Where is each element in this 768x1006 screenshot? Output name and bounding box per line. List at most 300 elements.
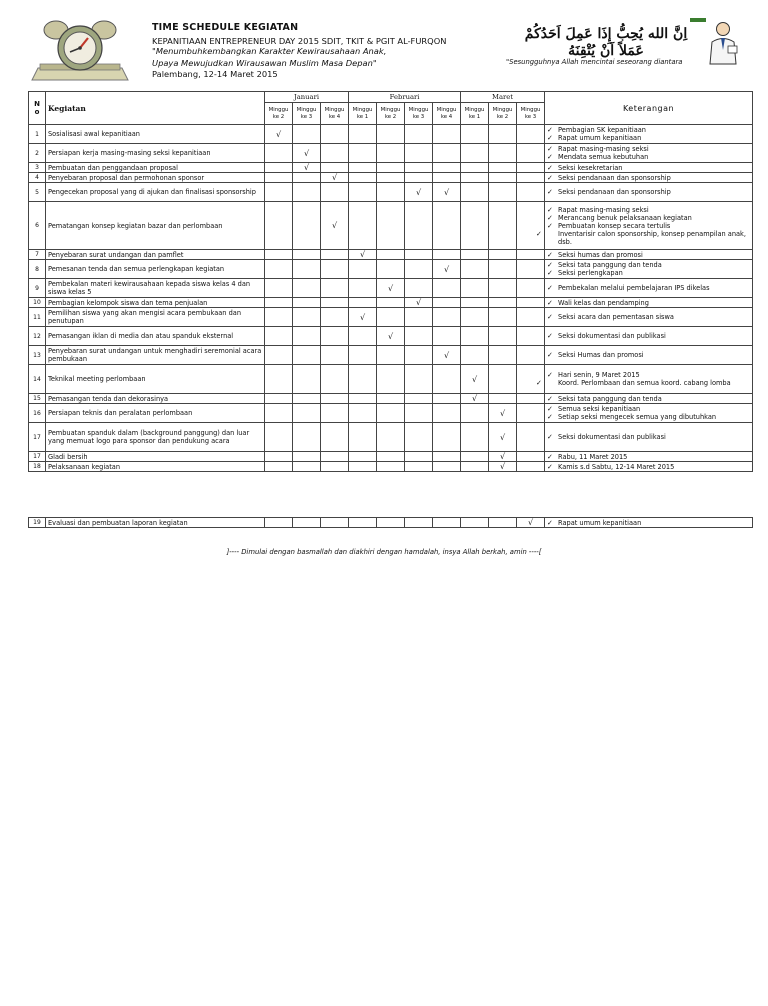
week-cell — [489, 250, 517, 260]
remark-item — [547, 269, 750, 277]
week-cell — [489, 518, 517, 528]
week-cell — [293, 279, 321, 298]
remark-text: Seksi pendanaan dan sponsorship — [558, 173, 671, 182]
remark-item — [547, 222, 750, 230]
activity-cell: Pemasangan tenda dan dekorasinya — [46, 394, 265, 404]
week-cell — [265, 394, 293, 404]
week-cell — [461, 308, 489, 327]
week-cell — [433, 144, 461, 163]
week-cell — [405, 394, 433, 404]
week-cell — [265, 173, 293, 183]
header-no: N o — [29, 92, 46, 125]
week-cell — [517, 260, 545, 279]
week-cell — [377, 423, 405, 452]
remarks-cell — [545, 298, 753, 308]
week-cell — [321, 260, 349, 279]
week-cell — [489, 462, 517, 472]
week-cell — [349, 452, 377, 462]
check-mark-icon: √ — [499, 452, 506, 461]
week-cell — [517, 452, 545, 462]
week-cell — [461, 423, 489, 452]
remark-text: Wali kelas dan pendamping — [558, 298, 649, 307]
remarks-cell — [545, 250, 753, 260]
remark-item — [547, 395, 750, 403]
remark-item — [547, 164, 750, 172]
remarks-cell — [545, 163, 753, 173]
week-header: Minggu ke 1 — [349, 103, 377, 125]
week-cell — [433, 279, 461, 298]
activity-cell: Penyebaran surat undangan dan pamflet — [46, 250, 265, 260]
table-row — [29, 279, 753, 298]
remark-text: Pembekalan melalui pembelajaran IPS dikelas — [558, 284, 710, 292]
week-cell — [433, 518, 461, 528]
checkbox-tick-icon: ✓ — [547, 371, 553, 379]
week-cell — [517, 125, 545, 144]
remark-text: Rapat masing-masing seksi — [558, 205, 649, 214]
week-cell — [377, 462, 405, 472]
checkbox-tick-icon: ✓ — [536, 379, 542, 387]
row-number: 12 — [29, 327, 46, 346]
remark-item — [547, 463, 750, 471]
checkbox-tick-icon: ✓ — [547, 269, 553, 277]
week-cell — [433, 298, 461, 308]
table-row — [29, 260, 753, 279]
week-cell — [405, 462, 433, 472]
remark-item — [547, 188, 750, 196]
activity-cell: Teknikal meeting perlombaan — [46, 365, 265, 394]
week-cell — [405, 260, 433, 279]
checkbox-tick-icon: ✓ — [547, 221, 553, 230]
week-cell — [489, 452, 517, 462]
checkbox-tick-icon: ✓ — [547, 188, 553, 196]
week-cell — [377, 298, 405, 308]
week-cell — [517, 250, 545, 260]
check-mark-icon: √ — [443, 187, 450, 197]
row-number: 2 — [29, 144, 46, 163]
remarks-cell — [545, 462, 753, 472]
week-cell — [321, 202, 349, 250]
checkbox-tick-icon: ✓ — [547, 413, 553, 421]
week-cell — [265, 308, 293, 327]
week-cell — [433, 250, 461, 260]
activity-cell: Pembagian kelompok siswa dan tema penjualan — [46, 298, 265, 308]
week-cell — [433, 202, 461, 250]
check-mark-icon: √ — [387, 283, 394, 293]
row-number: 13 — [29, 346, 46, 365]
check-mark-icon: √ — [499, 432, 506, 442]
check-mark-icon: √ — [331, 221, 338, 230]
week-header: Minggu ke 2 — [377, 103, 405, 125]
week-cell — [377, 260, 405, 279]
week-cell — [517, 423, 545, 452]
document-subtitle: KEPANITIAAN ENTREPRENEUR DAY 2015 SDIT, TKIT & PGIT AL-FURQON — [152, 36, 447, 46]
footer-note: ]---- Dimulai dengan basmallah dan diakhiri dengan hamdalah, insya Allah berkah, amin ----[ — [226, 548, 542, 556]
remark-item — [536, 229, 750, 246]
week-cell — [321, 279, 349, 298]
table-row — [29, 144, 753, 163]
activity-cell: Pematangan konsep kegiatan bazar dan perlombaan — [46, 202, 265, 250]
checkbox-tick-icon: ✓ — [547, 250, 553, 259]
remark-text: Kamis s.d Sabtu, 12-14 Maret 2015 — [558, 462, 675, 471]
week-cell — [377, 202, 405, 250]
week-cell — [265, 298, 293, 308]
week-cell — [293, 346, 321, 365]
week-cell — [405, 183, 433, 202]
week-cell — [377, 365, 405, 394]
checkbox-tick-icon: ✓ — [547, 205, 553, 214]
week-cell — [489, 394, 517, 404]
remark-text: Inventarisir calon sponsorship, konsep penampilan anak, dsb. — [558, 229, 746, 246]
remark-item — [547, 134, 750, 142]
week-cell — [461, 202, 489, 250]
checkbox-tick-icon: ✓ — [547, 261, 553, 269]
remarks-cell — [545, 308, 753, 327]
week-cell — [517, 394, 545, 404]
week-header: Minggu ke 3 — [293, 103, 321, 125]
remarks-cell — [545, 394, 753, 404]
week-cell — [293, 308, 321, 327]
table-row — [29, 423, 753, 452]
week-cell — [433, 346, 461, 365]
week-cell — [377, 279, 405, 298]
week-cell — [489, 423, 517, 452]
week-cell — [461, 346, 489, 365]
week-cell — [377, 125, 405, 144]
remarks-cell — [545, 518, 753, 528]
week-cell — [517, 462, 545, 472]
week-cell — [433, 260, 461, 279]
week-cell — [293, 183, 321, 202]
week-cell — [461, 452, 489, 462]
remark-text: Seksi dokumentasi dan publikasi — [558, 433, 666, 441]
tagline-line-1: "Menumbuhkembangkan Karakter Kewirausahaan Anak, — [152, 46, 387, 56]
week-cell — [461, 144, 489, 163]
remark-text: Seksi pendanaan dan sponsorship — [558, 188, 671, 196]
remark-item — [547, 174, 750, 182]
week-cell — [433, 163, 461, 173]
week-cell — [293, 260, 321, 279]
month-maret: Maret — [461, 92, 545, 103]
week-cell — [377, 163, 405, 173]
remarks-cell — [545, 279, 753, 298]
remarks-cell — [545, 346, 753, 365]
document-title: TIME SCHEDULE KEGIATAN — [152, 22, 299, 33]
week-cell — [517, 518, 545, 528]
row-number: 1 — [29, 125, 46, 144]
week-cell — [405, 298, 433, 308]
remark-text: Setiap seksi mengecek semua yang dibutuhkan — [558, 413, 717, 421]
check-mark-icon: √ — [303, 163, 310, 172]
check-mark-icon: √ — [471, 374, 478, 384]
week-cell — [405, 173, 433, 183]
week-cell — [489, 346, 517, 365]
week-cell — [321, 173, 349, 183]
activity-cell: Pembuatan dan penggandaan proposal — [46, 163, 265, 173]
checkbox-tick-icon: ✓ — [547, 126, 553, 134]
week-cell — [461, 327, 489, 346]
week-cell — [293, 144, 321, 163]
week-cell — [265, 202, 293, 250]
remark-item — [547, 284, 750, 292]
table-row — [29, 394, 753, 404]
week-cell — [489, 404, 517, 423]
week-header: Minggu ke 1 — [461, 103, 489, 125]
activity-cell: Pemasangan iklan di media dan atau spanduk eksternal — [46, 327, 265, 346]
alarm-clock-logo — [30, 18, 130, 82]
remark-item — [547, 299, 750, 307]
remark-text: Seksi dokumentasi dan publikasi — [558, 332, 666, 340]
checkbox-tick-icon: ✓ — [547, 433, 553, 441]
table-row — [29, 346, 753, 365]
row-number: 8 — [29, 260, 46, 279]
remark-text: Seksi humas dan promosi — [558, 250, 643, 259]
week-cell — [405, 125, 433, 144]
week-cell — [433, 183, 461, 202]
week-cell — [349, 125, 377, 144]
schedule-table — [28, 91, 753, 528]
week-cell — [377, 308, 405, 327]
week-cell — [265, 144, 293, 163]
row-number: 15 — [29, 394, 46, 404]
week-cell — [321, 404, 349, 423]
week-cell — [265, 404, 293, 423]
week-cell — [433, 423, 461, 452]
remarks-cell — [545, 452, 753, 462]
remark-text: Hari senin, 9 Maret 2015 — [558, 371, 640, 379]
week-cell — [321, 452, 349, 462]
week-cell — [517, 173, 545, 183]
week-cell — [349, 346, 377, 365]
week-cell — [489, 173, 517, 183]
week-cell — [349, 279, 377, 298]
week-cell — [265, 365, 293, 394]
checkbox-tick-icon: ✓ — [547, 518, 553, 527]
week-header: Minggu ke 2 — [265, 103, 293, 125]
month-januari: Januari — [265, 92, 349, 103]
week-cell — [321, 250, 349, 260]
week-cell — [321, 298, 349, 308]
week-cell — [293, 423, 321, 452]
remark-text: Mendata semua kebutuhan — [558, 153, 649, 161]
week-cell — [489, 279, 517, 298]
week-cell — [265, 279, 293, 298]
checkbox-tick-icon: ✓ — [547, 213, 553, 222]
week-cell — [489, 365, 517, 394]
week-cell — [265, 125, 293, 144]
week-cell — [349, 183, 377, 202]
check-mark-icon: √ — [415, 298, 422, 307]
activity-cell: Persiapan teknis dan peralatan perlombaan — [46, 404, 265, 423]
week-cell — [405, 308, 433, 327]
checkbox-tick-icon: ✓ — [547, 462, 553, 471]
week-cell — [461, 183, 489, 202]
tagline-line-2: Upaya Mewujudkan Wirausawan Muslim Masa Depan" — [152, 58, 377, 68]
checkbox-tick-icon: ✓ — [547, 332, 553, 340]
week-cell — [349, 404, 377, 423]
table-row — [29, 202, 753, 250]
week-cell — [461, 518, 489, 528]
remark-item — [547, 214, 750, 222]
week-cell — [293, 327, 321, 346]
check-mark-icon: √ — [527, 518, 534, 527]
week-cell — [349, 518, 377, 528]
week-cell — [321, 327, 349, 346]
remark-item — [547, 405, 750, 413]
week-cell — [461, 250, 489, 260]
table-row — [29, 327, 753, 346]
week-cell — [405, 327, 433, 346]
check-mark-icon: √ — [359, 250, 366, 259]
week-cell — [265, 327, 293, 346]
week-cell — [461, 298, 489, 308]
checkbox-tick-icon: ✓ — [547, 405, 553, 413]
row-number: 6 — [29, 202, 46, 250]
row-number: 9 — [29, 279, 46, 298]
week-cell — [293, 394, 321, 404]
week-cell — [349, 308, 377, 327]
week-cell — [377, 250, 405, 260]
week-cell — [461, 125, 489, 144]
row-number: 17 — [29, 452, 46, 462]
checkbox-tick-icon: ✓ — [536, 229, 542, 238]
remark-item — [547, 251, 750, 259]
week-cell — [489, 144, 517, 163]
week-cell — [321, 163, 349, 173]
remark-item — [547, 433, 750, 441]
week-cell — [433, 452, 461, 462]
activity-cell: Pengecekan proposal yang di ajukan dan finalisasi sponsorship — [46, 183, 265, 202]
row-number: 16 — [29, 404, 46, 423]
week-cell — [405, 452, 433, 462]
remark-text: Pembuatan konsep secara tertulis — [558, 221, 671, 230]
check-mark-icon: √ — [443, 264, 450, 274]
week-cell — [377, 173, 405, 183]
week-cell — [377, 346, 405, 365]
week-cell — [349, 462, 377, 472]
week-cell — [321, 518, 349, 528]
week-cell — [405, 202, 433, 250]
remark-item — [547, 519, 750, 527]
week-cell — [349, 260, 377, 279]
week-cell — [489, 260, 517, 279]
check-mark-icon: √ — [303, 148, 310, 158]
table-row — [29, 250, 753, 260]
activity-cell: Penyebaran surat undangan untuk menghadiri seremonial acara pembukaan — [46, 346, 265, 365]
week-cell — [321, 308, 349, 327]
week-cell — [349, 202, 377, 250]
week-cell — [405, 279, 433, 298]
week-cell — [321, 462, 349, 472]
table-row — [29, 163, 753, 173]
remarks-cell — [545, 423, 753, 452]
week-cell — [265, 452, 293, 462]
week-cell — [293, 298, 321, 308]
week-cell — [321, 125, 349, 144]
remark-item — [547, 351, 750, 359]
week-cell — [489, 163, 517, 173]
week-cell — [321, 144, 349, 163]
week-cell — [517, 404, 545, 423]
week-cell — [265, 163, 293, 173]
week-cell — [461, 260, 489, 279]
week-cell — [405, 144, 433, 163]
remark-item — [547, 413, 750, 421]
week-cell — [405, 404, 433, 423]
week-cell — [461, 394, 489, 404]
remark-item — [547, 153, 750, 161]
week-header: Minggu ke 2 — [489, 103, 517, 125]
week-cell — [517, 163, 545, 173]
week-cell — [405, 423, 433, 452]
week-cell — [349, 144, 377, 163]
week-cell — [433, 404, 461, 423]
date-place: Palembang, 12-14 Maret 2015 — [152, 69, 278, 79]
week-cell — [293, 173, 321, 183]
week-cell — [377, 452, 405, 462]
table-row — [29, 308, 753, 327]
week-cell — [377, 183, 405, 202]
header-activity: Kegiatan — [46, 92, 265, 125]
week-cell — [321, 183, 349, 202]
week-cell — [461, 365, 489, 394]
row-number: 4 — [29, 173, 46, 183]
week-cell — [461, 462, 489, 472]
week-cell — [405, 346, 433, 365]
remarks-cell — [545, 183, 753, 202]
week-header: Minggu ke 3 — [517, 103, 545, 125]
check-mark-icon: √ — [359, 312, 366, 322]
week-cell — [349, 327, 377, 346]
week-cell — [405, 250, 433, 260]
remark-item — [547, 206, 750, 214]
table-row — [29, 298, 753, 308]
row-number: 3 — [29, 163, 46, 173]
table-row — [29, 462, 753, 472]
remark-text: Merancang benuk pelaksanaan kegiatan — [558, 213, 692, 222]
remark-text: Seksi tata panggung dan tenda — [558, 394, 662, 403]
week-cell — [433, 365, 461, 394]
teacher-figure-icon — [706, 20, 740, 64]
checkbox-tick-icon: ✓ — [547, 298, 553, 307]
week-cell — [405, 365, 433, 394]
checkbox-tick-icon: ✓ — [547, 145, 553, 153]
remark-text: Seksi tata panggung dan tenda — [558, 261, 662, 269]
week-cell — [489, 298, 517, 308]
remarks-cell — [545, 327, 753, 346]
remark-text: Seksi kesekretarian — [558, 163, 623, 172]
week-cell — [321, 365, 349, 394]
week-cell — [433, 308, 461, 327]
remark-text: Rapat masing-masing seksi — [558, 145, 649, 153]
week-cell — [517, 279, 545, 298]
check-mark-icon: √ — [499, 462, 506, 471]
remark-text: Seksi perlengkapan — [558, 269, 623, 277]
week-cell — [265, 462, 293, 472]
checkbox-tick-icon: ✓ — [547, 173, 553, 182]
arabic-line-1: اِنَّ الله يُحِبُّ إِذَا عَمِلَ اَحَدُكُمْ — [524, 26, 688, 42]
week-cell — [377, 518, 405, 528]
remark-item — [547, 371, 750, 379]
check-mark-icon: √ — [331, 173, 338, 182]
remark-item — [547, 332, 750, 340]
week-cell — [489, 125, 517, 144]
week-cell — [433, 173, 461, 183]
row-number: 5 — [29, 183, 46, 202]
checkbox-tick-icon: ✓ — [547, 394, 553, 403]
week-header: Minggu ke 3 — [405, 103, 433, 125]
week-cell — [461, 173, 489, 183]
week-cell — [349, 173, 377, 183]
